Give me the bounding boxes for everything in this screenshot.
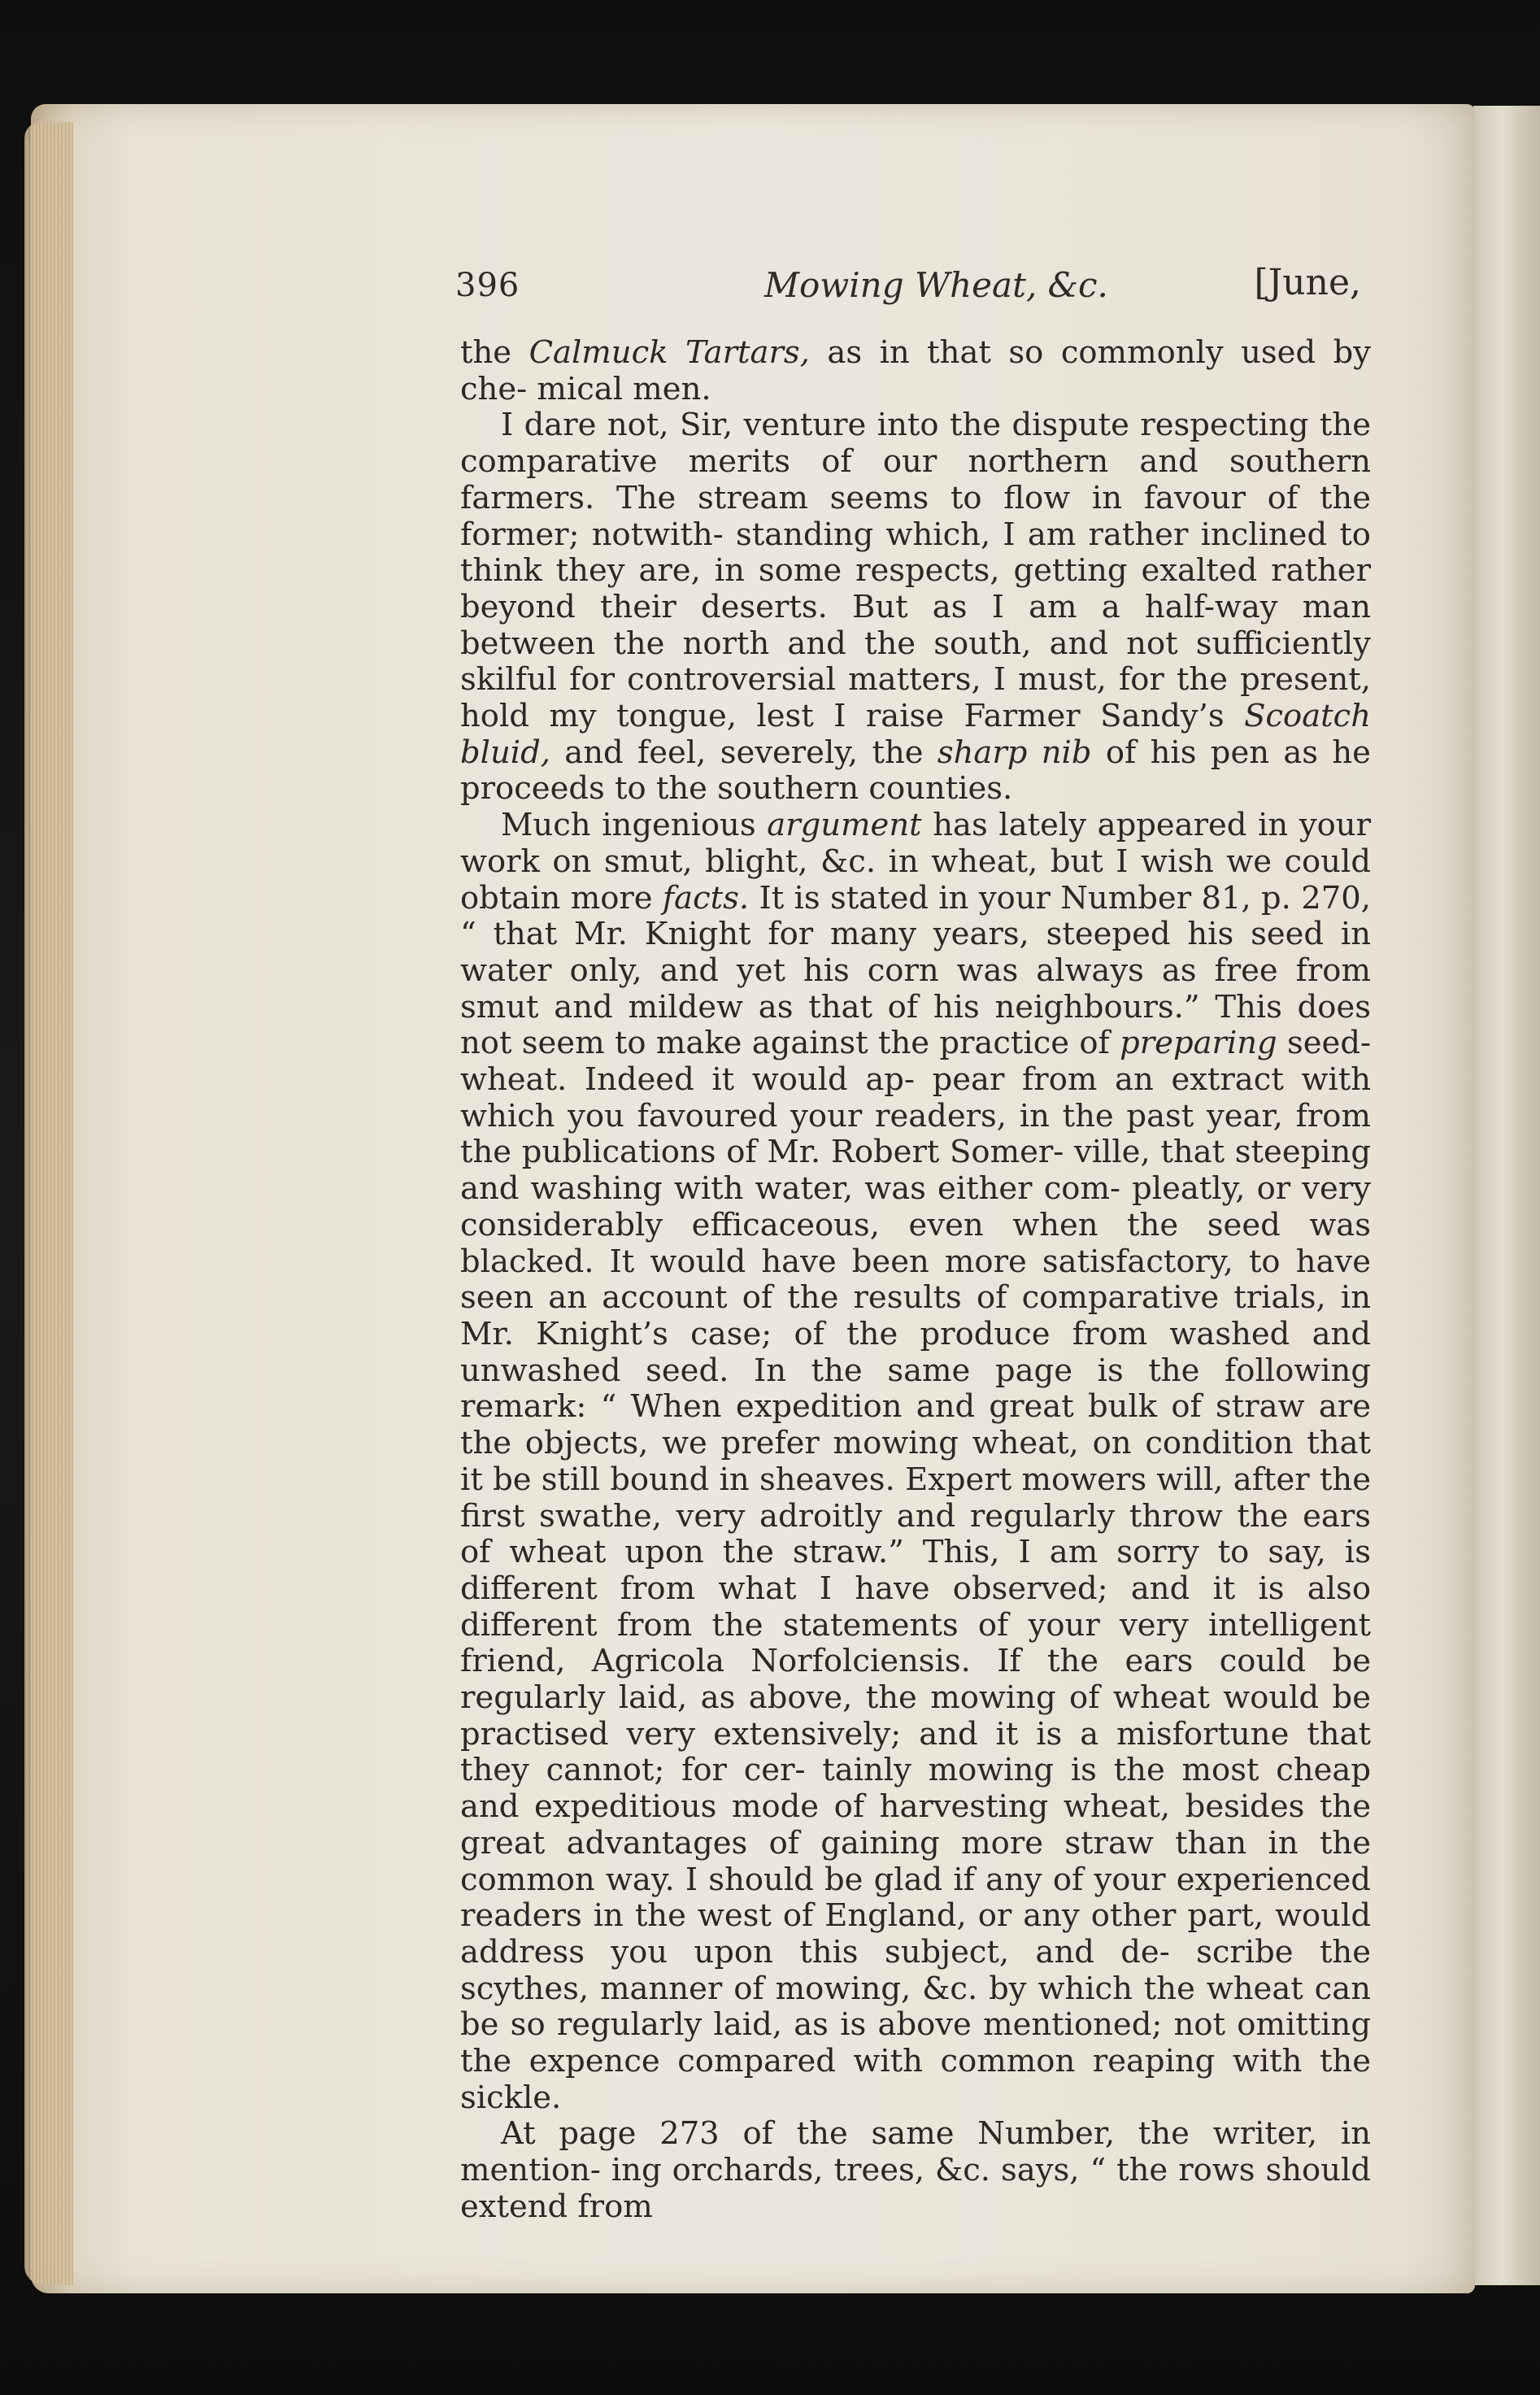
text-segment: of his pen as he proceeds to the southern counties. [460, 734, 1371, 808]
italic-text-segment: facts. [662, 879, 750, 917]
body-text [460, 335, 1371, 2226]
text-segment: the [460, 334, 529, 371]
paragraph-4 [460, 2116, 1371, 2225]
text-segment: At page 273 of the same Number, the writer, in mention- ing orchards, trees, &c. says, “ the rows should extend from [460, 2115, 1371, 2225]
italic-text-segment: Scoatch bluid, [460, 698, 1371, 771]
text-segment: It is stated in your Number 81, p. 270, “ that Mr. Knight for many years, steeped his seed in water only, and yet his corn was always as free from smut and mildew as that of his neighbours.” This does not seem to make against the practice of [460, 879, 1371, 1062]
text-segment: has lately appeared in your work on smut, blight, &c. in wheat, but I wish we could obtain more [460, 807, 1371, 917]
text-segment: I dare not, Sir, venture into the dispute respecting the comparative merits of our northern and southern farmers. The stream seems to flow in favour of the former; notwith- standing which, I am rather inclined to think they are, in some respects, getting exalted rather beyond their deserts. But as I am a half-way man between the north and the south, and not sufficiently skilful for controversial matters, I must, for the present, hold my tongue, lest I raise Farmer Sandy’s [460, 407, 1371, 735]
page-fore-edge [24, 122, 73, 2285]
paragraph-2 [460, 407, 1371, 808]
running-date: [June, [1254, 262, 1361, 303]
paragraph-1 [460, 335, 1371, 407]
running-head [455, 259, 1366, 316]
text-segment: seed-wheat. Indeed it would ap- pear from an extract with which you favoured your readers, in the past year, from the publications of Mr. Robert Somer- ville, that steeping and washing with water, was either com- pleatly, or very considerably efficaceous, even when the seed was blacked. It would have been more satisfactory, to have seen an account of the results of comparative trials, in Mr. Knight’s case; of the produce from washed and unwashed seed. In the same page is the following remark: “ When expedition and great bulk of straw are the objects, we prefer mowing wheat, on condition that it be still bound in sheaves. Expert mowers will, after the first swathe, very adroitly and regularly throw the ears of wheat upon the straw.” This, I am sorry to say, is different from what I have observed; and it is also different from the statements of your very intelligent friend, Agricola Norfolciensis. If the ears could be regularly laid, as above, the mowing of wheat would be practised very extensively; and it is a misfortune that they cannot; for cer- tainly mowing is the most cheap and expeditious mode of harvesting wheat, besides the great advantages of gaining more straw than in the common way. I should be glad if any of your experienced readers in the west of England, or any other part, would address you upon this subject, and de- scribe the scythes, manner of mowing, &c. by which the wheat can be so regularly laid, as is above mentioned; not omitting the expence compared with common reaping with the sickle. [460, 1025, 1371, 2116]
page-number: 396 [455, 267, 520, 304]
italic-text-segment: argument [767, 807, 922, 844]
italic-text-segment: preparing [1120, 1025, 1277, 1062]
text-segment: Much ingenious [501, 807, 768, 844]
text-segment: as in that so commonly used by che- mical men. [460, 334, 1371, 407]
text-segment: and feel, severely, the [550, 734, 937, 771]
running-title: Mowing Wheat, &c. [764, 265, 1108, 305]
facing-page-edge [1470, 106, 1540, 2285]
paragraph-3 [460, 808, 1371, 2116]
italic-text-segment: Calmuck Tartars, [529, 334, 810, 371]
italic-text-segment: sharp nib [937, 734, 1092, 771]
